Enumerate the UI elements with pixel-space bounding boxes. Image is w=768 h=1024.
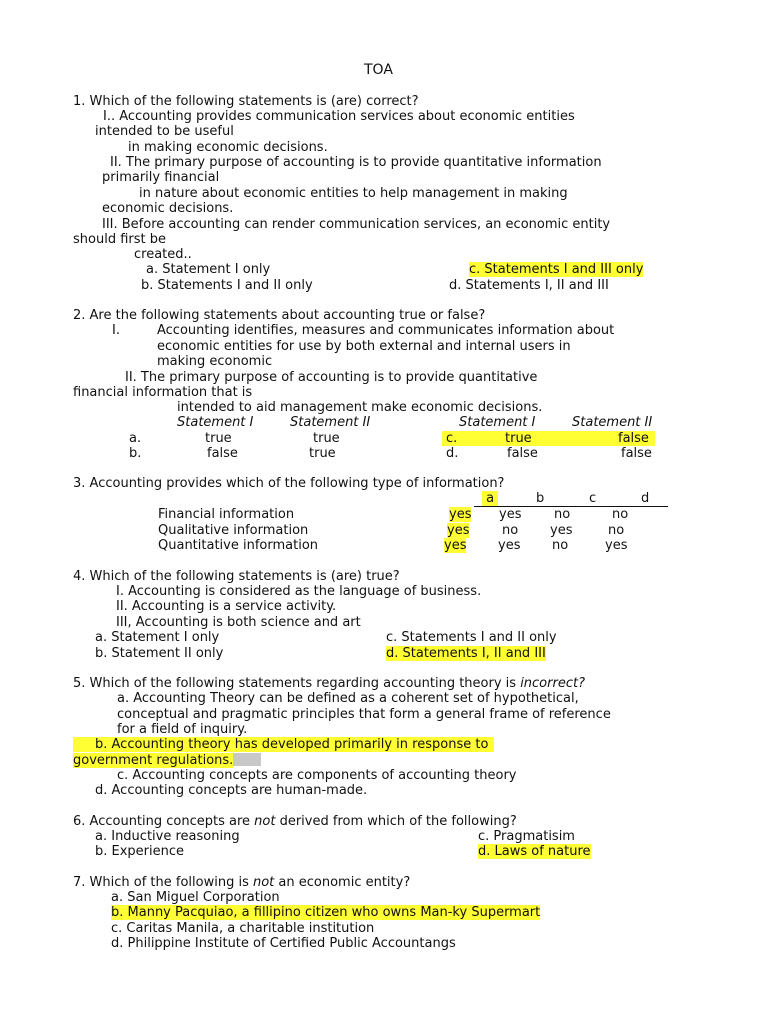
page-title: TOA: [364, 62, 393, 78]
q1-statement-i-line2: intended to be useful: [95, 124, 234, 139]
q1-statement-ii-line2: primarily financial: [102, 170, 220, 185]
q2-row-d-letter: d.: [446, 446, 459, 461]
q7-stem: 7. Which of the following is not an economic entity?: [73, 875, 411, 890]
q1-statement-ii-line4: economic decisions.: [102, 201, 234, 216]
q1-option-a: a. Statement I only: [146, 262, 271, 277]
q2-row-b-letter: b.: [129, 446, 142, 461]
q6-option-c: c. Pragmatisim: [478, 829, 575, 844]
q2-header-statement-ii-left: Statement II: [290, 415, 371, 430]
q5-option-b-line1-answer: b. Accounting theory has developed primarily in response to: [73, 737, 494, 752]
q4-option-d-answer: d. Statements I, II and III: [386, 646, 546, 661]
q2-row-b-statement-ii: true: [309, 446, 336, 461]
q6-stem: 6. Accounting concepts are not derived from which of the following?: [73, 814, 517, 829]
q3-row-label: Financial information: [158, 507, 295, 522]
q2-row-c-letter: c.: [446, 431, 458, 446]
q5-option-b-line2-answer: government regulations.: [73, 753, 261, 768]
q1-option-d: d. Statements I, II and III: [449, 278, 609, 293]
q3-row-financial-d: no: [612, 507, 629, 522]
q2-row-a-statement-ii: true: [313, 431, 340, 446]
q2-stem: 2. Are the following statements about accounting true or false?: [73, 308, 486, 323]
q4-option-c: c. Statements I and II only: [386, 630, 557, 645]
q3-stem: 3. Accounting provides which of the following type of information?: [73, 476, 505, 491]
q3-row-quantitative-a: yes: [444, 538, 467, 553]
q1-statement-iii-line1: III. Before accounting can render communication services, an economic entity: [102, 217, 611, 232]
q3-header-b: b: [536, 491, 545, 506]
q3-row-label: Qualitative information: [158, 523, 309, 538]
q3-row-quantitative-d: yes: [605, 538, 628, 553]
q1-statement-ii-line1: II. The primary purpose of accounting is to provide quantitative information: [110, 155, 602, 170]
q3-row-financial-c: no: [554, 507, 571, 522]
q3-row-qualitative-a: yes: [447, 523, 470, 538]
q1-statement-ii-line3: in nature about economic entities to help management in making: [139, 186, 568, 201]
q1-statement-i-line3: in making economic decisions.: [128, 140, 328, 155]
q6-option-a: a. Inductive reasoning: [95, 829, 240, 844]
q4-option-a: a. Statement I only: [95, 630, 220, 645]
q2-statement-ii-line1: II. The primary purpose of accounting is to provide quantitative: [125, 370, 538, 385]
q2-row-b-statement-i: false: [207, 446, 238, 461]
q4-stem: 4. Which of the following statements is (are) true?: [73, 569, 400, 584]
q2-header-statement-ii-right: Statement II: [572, 415, 653, 430]
q7-option-a: a. San Miguel Corporation: [111, 890, 280, 905]
q4-option-b: b. Statement II only: [95, 646, 224, 661]
q7-option-b-answer: b. Manny Pacquiao, a fillipino citizen who owns Man-ky Supermart: [111, 905, 541, 920]
redaction-box: [233, 753, 261, 766]
q3-row-financial-a: yes: [449, 507, 472, 522]
q3-row-qualitative-c: yes: [550, 523, 573, 538]
q7-option-d: d. Philippine Institute of Certified Public Accountangs: [111, 936, 456, 951]
q1-statement-i-line1: I.. Accounting provides communication services about economic entities: [103, 109, 575, 124]
q2-row-c-statement-ii: false: [618, 431, 649, 446]
q2-row-c-statement-i: true: [505, 431, 532, 446]
q5-option-a-line2: conceptual and pragmatic principles that form a general frame of reference: [117, 707, 611, 722]
q2-statement-i-line1: Accounting identifies, measures and communicates information about: [157, 323, 615, 338]
q6-option-d-answer: d. Laws of nature: [478, 844, 591, 859]
q1-statement-iii-line3: created..: [134, 247, 192, 262]
q2-statement-ii-line3: intended to aid management make economic decisions.: [177, 400, 543, 415]
q2-row-a-statement-i: true: [205, 431, 232, 446]
q3-header-c: c: [589, 491, 597, 506]
q5-option-a-line1: a. Accounting Theory can be defined as a coherent set of hypothetical,: [117, 691, 579, 706]
q3-row-label: Quantitative information: [158, 538, 319, 553]
q2-header-statement-i-left: Statement I: [177, 415, 254, 430]
q6-option-b: b. Experience: [95, 844, 185, 859]
q5-option-a-line3: for a field of inquiry.: [117, 722, 248, 737]
q1-stem: 1. Which of the following statements is (are) correct?: [73, 94, 419, 109]
q2-statement-ii-line2: financial information that is: [73, 385, 253, 400]
q3-row-quantitative-c: no: [552, 538, 569, 553]
q2-row-c-answer-highlight: [442, 431, 655, 446]
q2-row-d-statement-i: false: [507, 446, 538, 461]
q5-stem: 5. Which of the following statements regarding accounting theory is incorrect?: [73, 676, 585, 691]
q7-option-c: c. Caritas Manila, a charitable institution: [111, 921, 375, 936]
q1-option-b: b. Statements I and II only: [141, 278, 313, 293]
q2-row-a-letter: a.: [129, 431, 142, 446]
q2-header-statement-i-right: Statement I: [459, 415, 536, 430]
q3-header-a: a: [482, 491, 498, 506]
q3-row-financial-b: yes: [499, 507, 522, 522]
q2-statement-i-number: I.: [112, 323, 120, 338]
q3-row-quantitative-b: yes: [498, 538, 521, 553]
q4-statement-i: I. Accounting is considered as the language of business.: [116, 584, 482, 599]
q2-statement-i-line2: economic entities for use by both external and internal users in: [157, 339, 571, 354]
q2-statement-i-line3: making economic: [157, 354, 273, 369]
q1-statement-iii-line2: should first be: [73, 232, 166, 247]
q5-option-c: c. Accounting concepts are components of accounting theory: [117, 768, 517, 783]
q4-statement-iii: III, Accounting is both science and art: [116, 615, 361, 630]
q4-statement-ii: II. Accounting is a service activity.: [116, 599, 337, 614]
q2-row-d-statement-ii: false: [621, 446, 652, 461]
q3-row-qualitative-d: no: [608, 523, 625, 538]
q3-header-d: d: [641, 491, 650, 506]
q5-option-d: d. Accounting concepts are human-made.: [95, 783, 368, 798]
q3-row-qualitative-b: no: [502, 523, 519, 538]
q1-option-c-answer: c. Statements I and III only: [469, 262, 644, 277]
